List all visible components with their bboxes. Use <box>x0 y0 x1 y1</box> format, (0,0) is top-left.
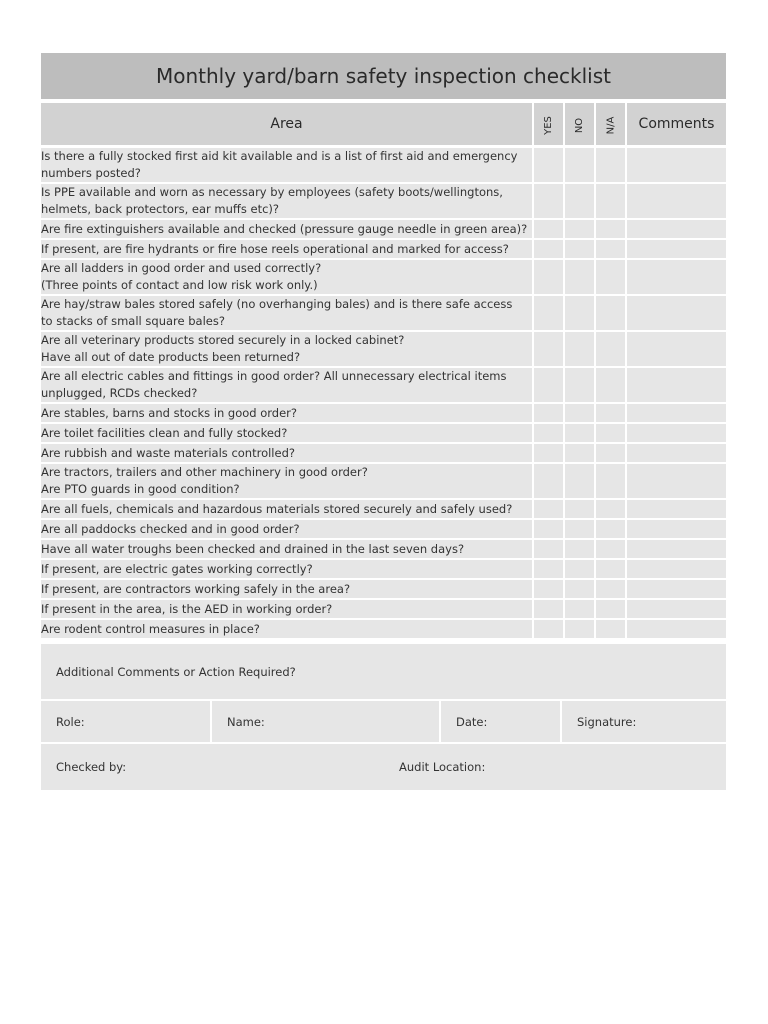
question-cell <box>41 600 534 620</box>
na-cell[interactable] <box>596 580 627 600</box>
yes-cell[interactable] <box>534 520 565 540</box>
table-row <box>41 184 726 220</box>
comments-cell[interactable] <box>627 580 726 600</box>
question-text: Are fire extinguishers available and checked (pressure gauge needle in green area)? <box>41 221 528 236</box>
comments-cell[interactable] <box>627 520 726 540</box>
na-cell[interactable] <box>596 332 627 368</box>
question-text: If present, are fire hydrants or fire hose reels operational and marked for access? <box>41 241 509 256</box>
question-text: Are hay/straw bales stored safely (no overhanging bales) and is there safe access <box>41 297 513 311</box>
role-field[interactable]: Role: <box>41 701 212 742</box>
table-row <box>41 600 726 620</box>
question-text: Are all electric cables and fittings in good order? All unnecessary electrical items <box>41 369 507 383</box>
page-title: Monthly yard/barn safety inspection checklist <box>41 53 726 99</box>
comments-cell[interactable] <box>627 560 726 580</box>
no-cell[interactable] <box>565 620 596 640</box>
na-cell[interactable] <box>596 424 627 444</box>
question-cell <box>41 444 534 464</box>
signature-field[interactable]: Signature: <box>562 701 726 742</box>
question-text: Are tractors, trailers and other machinery in good order? <box>41 465 368 479</box>
no-cell[interactable] <box>565 220 596 240</box>
table-row <box>41 424 726 444</box>
yes-cell[interactable] <box>534 240 565 260</box>
na-cell[interactable] <box>596 444 627 464</box>
question-text: Are toilet facilities clean and fully stocked? <box>41 425 288 440</box>
question-text: Are all veterinary products stored securely in a locked cabinet? <box>41 333 405 347</box>
no-cell[interactable] <box>565 580 596 600</box>
question-cell <box>41 260 534 296</box>
audit-location-field[interactable]: Audit Location: <box>399 760 486 774</box>
na-cell[interactable] <box>596 464 627 500</box>
comments-cell[interactable] <box>627 148 726 184</box>
table-row <box>41 500 726 520</box>
yes-cell[interactable] <box>534 444 565 464</box>
checklist-sheet <box>41 53 726 790</box>
question-cell <box>41 560 534 580</box>
table-row <box>41 444 726 464</box>
header-yes <box>534 103 565 148</box>
question-text: to stacks of small square bales? <box>41 314 225 328</box>
question-text: Are rodent control measures in place? <box>41 621 260 636</box>
header-comments: Comments <box>627 103 726 148</box>
checked-by-field[interactable]: Checked by: <box>56 760 127 774</box>
table-row <box>41 520 726 540</box>
comments-cell[interactable] <box>627 368 726 404</box>
yes-cell[interactable] <box>534 424 565 444</box>
table-row <box>41 540 726 560</box>
question-cell <box>41 368 534 404</box>
yes-cell[interactable] <box>534 500 565 520</box>
yes-cell[interactable] <box>534 220 565 240</box>
table-row <box>41 404 726 424</box>
yes-cell[interactable] <box>534 540 565 560</box>
question-text: If present, are electric gates working correctly? <box>41 561 313 576</box>
comments-cell[interactable] <box>627 220 726 240</box>
table-row <box>41 464 726 500</box>
na-cell[interactable] <box>596 220 627 240</box>
no-cell[interactable] <box>565 444 596 464</box>
no-cell[interactable] <box>565 424 596 444</box>
question-text: Are all ladders in good order and used correctly? <box>41 261 322 275</box>
question-cell <box>41 464 534 500</box>
na-cell[interactable] <box>596 296 627 332</box>
yes-cell[interactable] <box>534 404 565 424</box>
comments-cell[interactable] <box>627 540 726 560</box>
table-row <box>41 560 726 580</box>
table-row <box>41 332 726 368</box>
na-cell[interactable] <box>596 600 627 620</box>
na-cell[interactable] <box>596 184 627 220</box>
comments-cell[interactable] <box>627 464 726 500</box>
question-text: Have all out of date products been returned? <box>41 350 301 364</box>
question-text: If present in the area, is the AED in working order? <box>41 601 333 616</box>
question-text: Are PTO guards in good condition? <box>41 482 240 496</box>
yes-cell[interactable] <box>534 260 565 296</box>
question-text: Is there a fully stocked first aid kit available and is a list of first aid and emergency <box>41 149 518 163</box>
yes-cell[interactable] <box>534 600 565 620</box>
yes-cell[interactable] <box>534 580 565 600</box>
table-row <box>41 580 726 600</box>
yes-cell[interactable] <box>534 184 565 220</box>
no-cell[interactable] <box>565 184 596 220</box>
question-text: (Three points of contact and low risk work only.) <box>41 278 318 292</box>
audit-row <box>41 744 726 790</box>
yes-cell[interactable] <box>534 560 565 580</box>
no-cell[interactable] <box>565 332 596 368</box>
additional-comments-field[interactable]: Additional Comments or Action Required? <box>41 644 726 701</box>
comments-cell[interactable] <box>627 600 726 620</box>
no-cell[interactable] <box>565 368 596 404</box>
question-text: unplugged, RCDs checked? <box>41 386 198 400</box>
na-cell[interactable] <box>596 560 627 580</box>
question-cell <box>41 520 534 540</box>
na-cell[interactable] <box>596 620 627 640</box>
no-cell[interactable] <box>565 540 596 560</box>
yes-cell[interactable] <box>534 368 565 404</box>
question-text: numbers posted? <box>41 166 141 180</box>
question-cell <box>41 184 534 220</box>
no-cell[interactable] <box>565 148 596 184</box>
comments-cell[interactable] <box>627 296 726 332</box>
question-cell <box>41 240 534 260</box>
no-cell[interactable] <box>565 240 596 260</box>
checklist-body <box>41 148 726 640</box>
question-text: Is PPE available and worn as necessary by employees (safety boots/wellingtons, <box>41 185 503 199</box>
date-field[interactable]: Date: <box>441 701 562 742</box>
no-cell[interactable] <box>565 464 596 500</box>
question-text: Are all fuels, chemicals and hazardous materials stored securely and safely used? <box>41 501 513 516</box>
comments-cell[interactable] <box>627 444 726 464</box>
na-cell[interactable] <box>596 240 627 260</box>
yes-cell[interactable] <box>534 620 565 640</box>
na-cell[interactable] <box>596 520 627 540</box>
na-cell[interactable] <box>596 260 627 296</box>
table-row <box>41 148 726 184</box>
comments-cell[interactable] <box>627 424 726 444</box>
question-cell <box>41 148 534 184</box>
question-cell <box>41 220 534 240</box>
question-cell <box>41 580 534 600</box>
table-row <box>41 220 726 240</box>
comments-cell[interactable] <box>627 184 726 220</box>
question-cell <box>41 540 534 560</box>
header-na-label: N/A <box>604 116 616 135</box>
header-no <box>565 103 596 148</box>
signoff-row <box>41 701 726 744</box>
header-no-label: NO <box>573 117 585 134</box>
question-text: Are rubbish and waste materials controlled? <box>41 445 295 460</box>
comments-cell[interactable] <box>627 500 726 520</box>
question-cell <box>41 424 534 444</box>
header-row <box>41 103 726 148</box>
checklist-table <box>41 103 726 640</box>
yes-cell[interactable] <box>534 332 565 368</box>
no-cell[interactable] <box>565 296 596 332</box>
yes-cell[interactable] <box>534 464 565 500</box>
name-field[interactable]: Name: <box>212 701 441 742</box>
table-row <box>41 620 726 640</box>
header-na <box>596 103 627 148</box>
comments-cell[interactable] <box>627 240 726 260</box>
comments-cell[interactable] <box>627 620 726 640</box>
table-row <box>41 368 726 404</box>
table-row <box>41 296 726 332</box>
table-row <box>41 260 726 296</box>
na-cell[interactable] <box>596 540 627 560</box>
na-cell[interactable] <box>596 148 627 184</box>
question-text: If present, are contractors working safely in the area? <box>41 581 351 596</box>
question-cell <box>41 332 534 368</box>
question-text: Are stables, barns and stocks in good order? <box>41 405 297 420</box>
question-cell <box>41 296 534 332</box>
question-text: Have all water troughs been checked and drained in the last seven days? <box>41 541 465 556</box>
no-cell[interactable] <box>565 500 596 520</box>
comments-cell[interactable] <box>627 404 726 424</box>
no-cell[interactable] <box>565 404 596 424</box>
question-cell <box>41 620 534 640</box>
footer-section <box>41 644 726 790</box>
table-row <box>41 240 726 260</box>
yes-cell[interactable] <box>534 148 565 184</box>
na-cell[interactable] <box>596 404 627 424</box>
comments-cell[interactable] <box>627 332 726 368</box>
question-cell <box>41 500 534 520</box>
header-area: Area <box>41 103 534 148</box>
yes-cell[interactable] <box>534 296 565 332</box>
question-text: helmets, back protectors, ear muffs etc)? <box>41 202 279 216</box>
na-cell[interactable] <box>596 500 627 520</box>
header-yes-label: YES <box>543 116 554 135</box>
no-cell[interactable] <box>565 600 596 620</box>
na-cell[interactable] <box>596 368 627 404</box>
question-cell <box>41 404 534 424</box>
question-text: Are all paddocks checked and in good order? <box>41 521 300 536</box>
no-cell[interactable] <box>565 260 596 296</box>
no-cell[interactable] <box>565 520 596 540</box>
no-cell[interactable] <box>565 560 596 580</box>
comments-cell[interactable] <box>627 260 726 296</box>
